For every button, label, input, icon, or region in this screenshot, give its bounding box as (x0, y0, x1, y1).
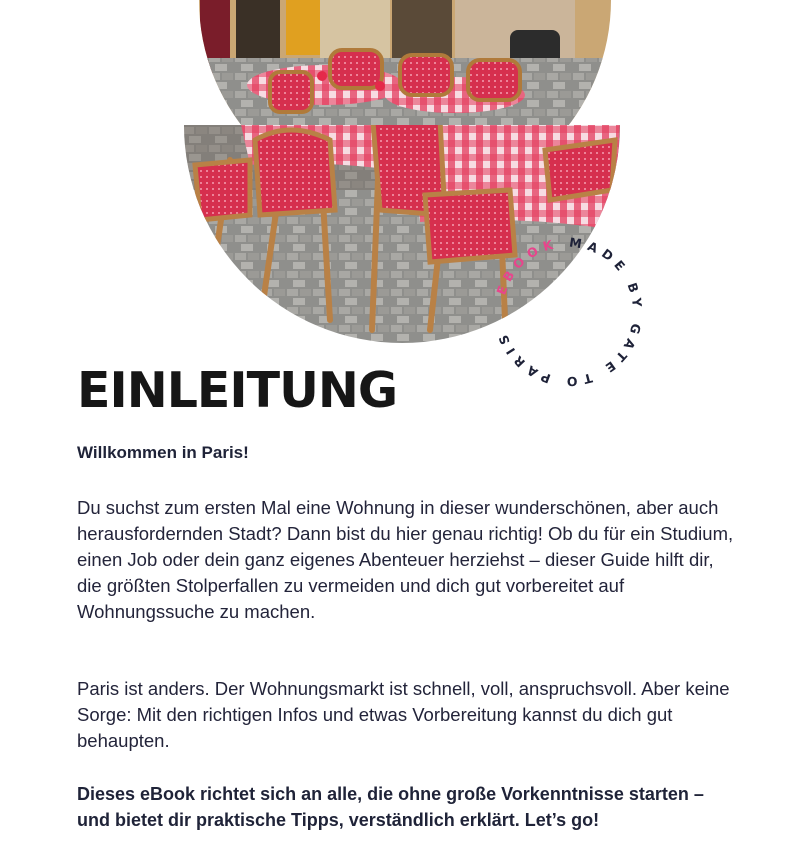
badge-text-ebook: EBOOK (493, 235, 560, 297)
closing-statement: Dieses eBook richtet sich an alle, die ohne große Vorkenntnisse starten – und bietet dir praktische Tipps, verständlich erklärt. Let’s go! (77, 784, 704, 830)
hero-image (0, 0, 785, 350)
intro-paragraph-1: Du suchst zum ersten Mal eine Wohnung in dieser wunderschönen, aber auch herausfordernden Stadt? Dann bist du hier genau richtig! Ob du für ein Studium, einen Job oder dein ganz eigenes Abenteuer herziehst – dieser Guide hilft dir, die größten Stolperfallen zu vermeiden und dich gut vorbereitet auf Wohnungssuche zu machen. (77, 497, 734, 622)
badge-text-made-by: MADE BY GATE TO PARIS (493, 234, 646, 390)
ebook-badge (478, 222, 658, 402)
subtitle: Willkommen in Paris! (77, 443, 249, 462)
page-title: EINLEITUNG (77, 362, 398, 419)
svg-text:EBOOK MADE BY GATE TO PARIS (493, 235, 645, 390)
intro-paragraph-2: Paris ist anders. Der Wohnungsmarkt ist schnell, voll, anspruchsvoll. Aber keine Sorge: Mit den richtigen Infos und etwas Vorbereitung kannst du dich gut behaupten. (77, 678, 730, 751)
